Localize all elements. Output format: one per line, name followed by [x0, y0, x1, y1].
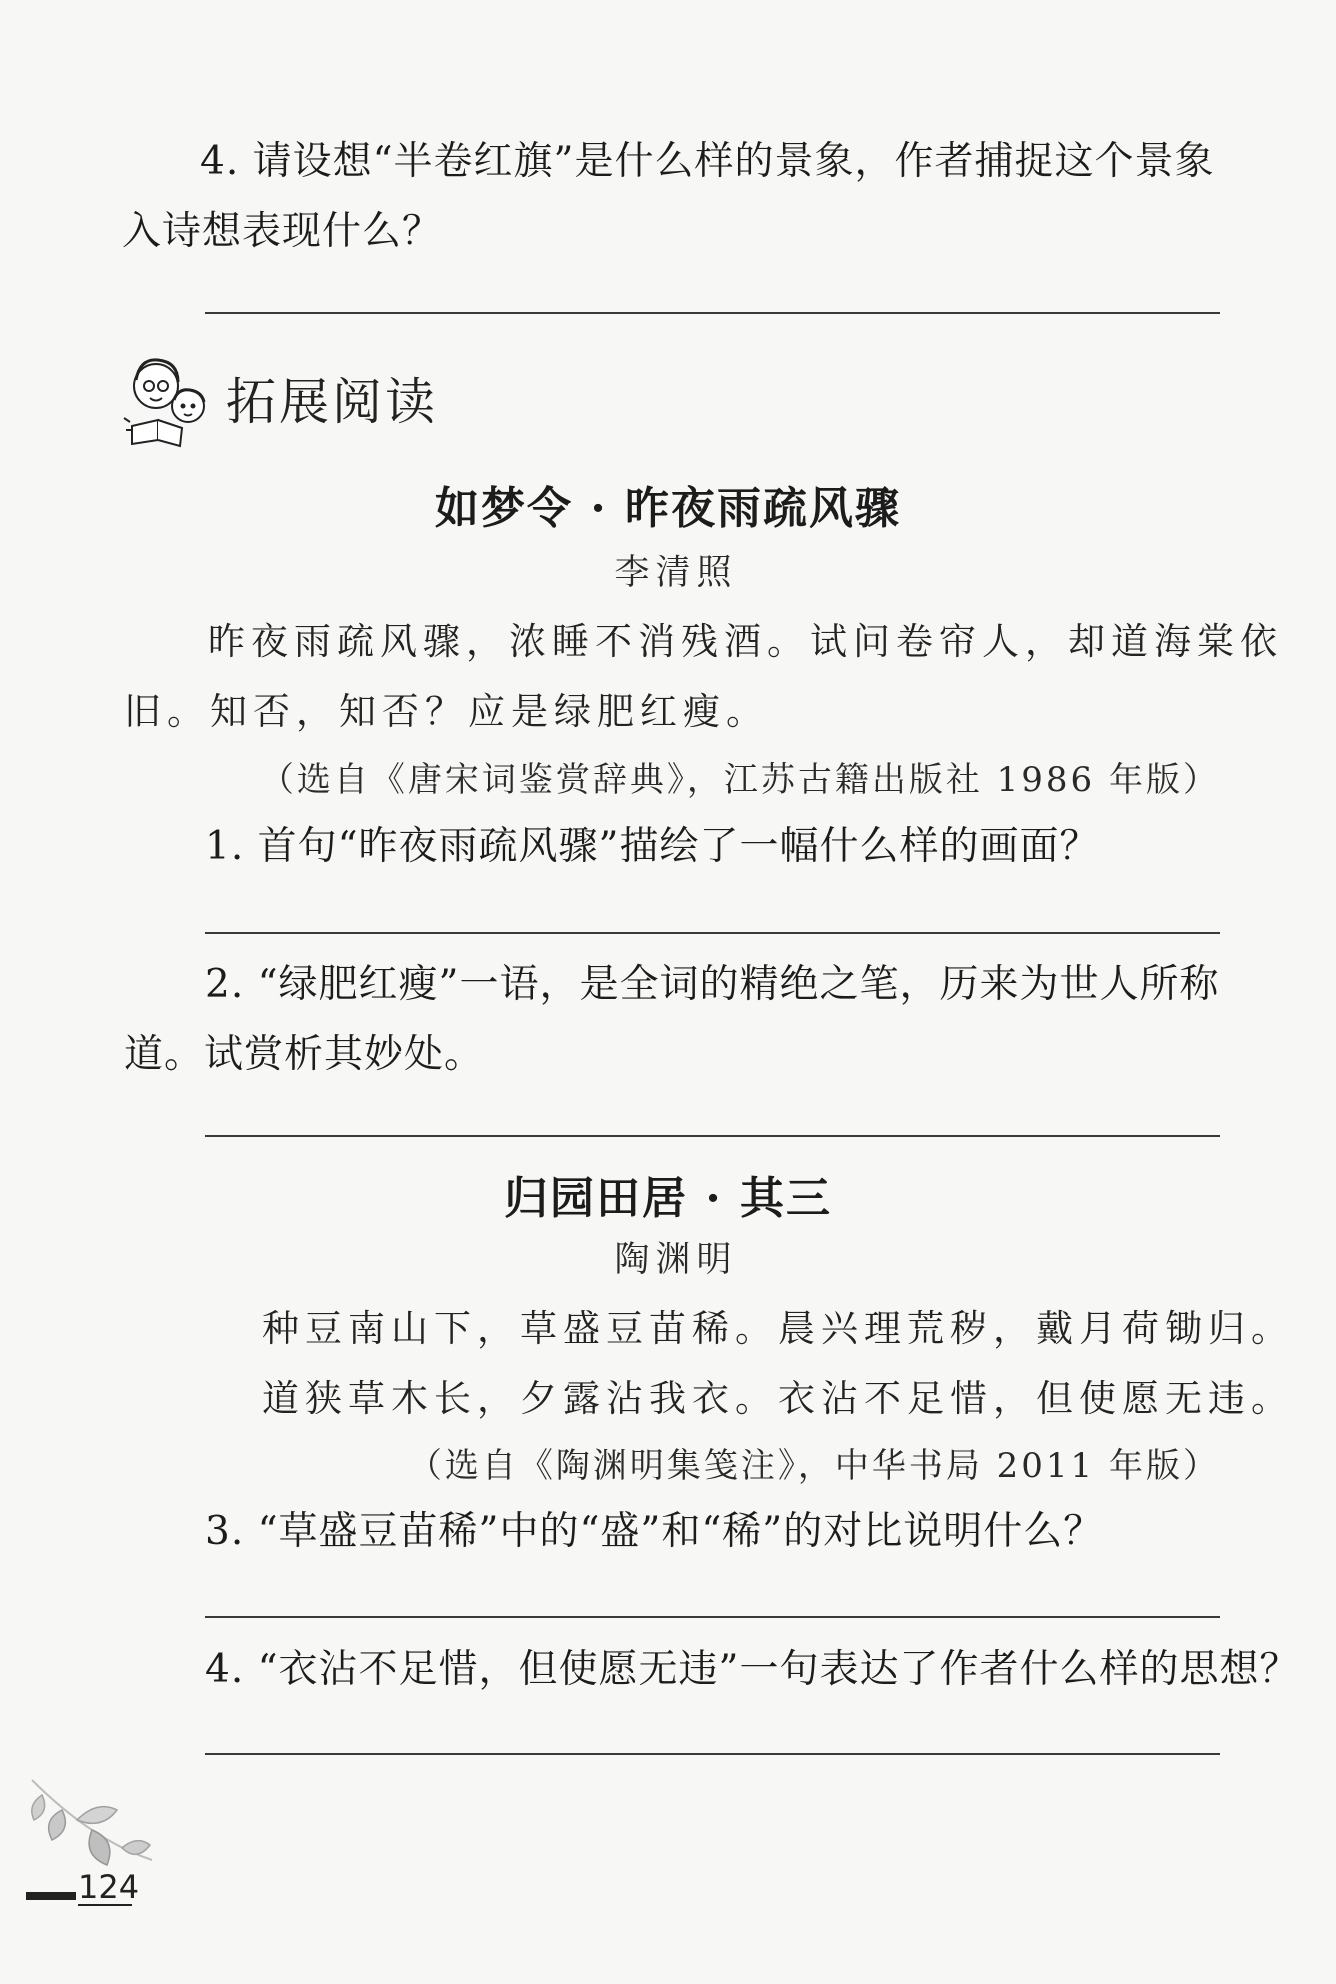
answer-line-top-q4[interactable]: [205, 312, 1220, 314]
page-number-bar: [26, 1892, 76, 1900]
page-number-underline: [78, 1904, 132, 1906]
poem-1-text-line-2: 旧。知否，知否？应是绿肥红瘦。: [124, 690, 769, 733]
poem-2-source: （选自《陶渊明集笺注》，中华书局 2011 年版）: [407, 1446, 1220, 1486]
poem-2-title: 归园田居 · 其三: [504, 1173, 832, 1224]
poem-1-author: 李清照: [614, 553, 738, 593]
answer-line-q3[interactable]: [205, 1616, 1220, 1618]
question-3: 3. “草盛豆苗稀”中的“盛”和“稀”的对比说明什么？: [205, 1509, 1104, 1554]
page-number: 124: [78, 1868, 140, 1906]
question-4-bottom: 4. “衣沾不足惜，但使愿无违”一句表达了作者什么样的思想？: [205, 1647, 1300, 1692]
poem-1-text-line-1: 昨夜雨疏风骤，浓睡不消残酒。试问卷帘人，却道海棠依: [208, 620, 1283, 663]
poem-1-source: （选自《唐宋词鉴赏辞典》，江苏古籍出版社 1986 年版）: [259, 760, 1220, 800]
question-4-line-1: 4. 请设想“半卷红旗”是什么样的景象，作者捕捉这个景象: [200, 139, 1215, 184]
answer-line-q4-bottom[interactable]: [205, 1753, 1220, 1755]
question-2-line-2: 道。试赏析其妙处。: [124, 1032, 485, 1077]
answer-line-q1[interactable]: [205, 932, 1220, 934]
poem-2-text-line-2: 道狭草木长，夕露沾我衣。衣沾不足惜，但使愿无违。: [262, 1377, 1294, 1420]
question-2-line-1: 2. “绿肥红瘦”一语，是全词的精绝之笔，历来为世人所称: [205, 962, 1220, 1007]
section-heading: 拓展阅读: [226, 373, 438, 431]
question-1: 1. 首句“昨夜雨疏风骤”描绘了一幅什么样的画面？: [205, 824, 1100, 869]
poem-1-title: 如梦令 · 昨夜雨疏风骤: [435, 483, 901, 534]
poem-2-text-line-1: 种豆南山下，草盛豆苗稀。晨兴理荒秽，戴月荷锄归。: [262, 1307, 1294, 1350]
poem-2-author: 陶渊明: [614, 1240, 738, 1280]
reading-kids-icon: [118, 348, 218, 448]
question-4-line-2: 入诗想表现什么？: [122, 209, 443, 254]
answer-line-q2[interactable]: [205, 1135, 1220, 1137]
